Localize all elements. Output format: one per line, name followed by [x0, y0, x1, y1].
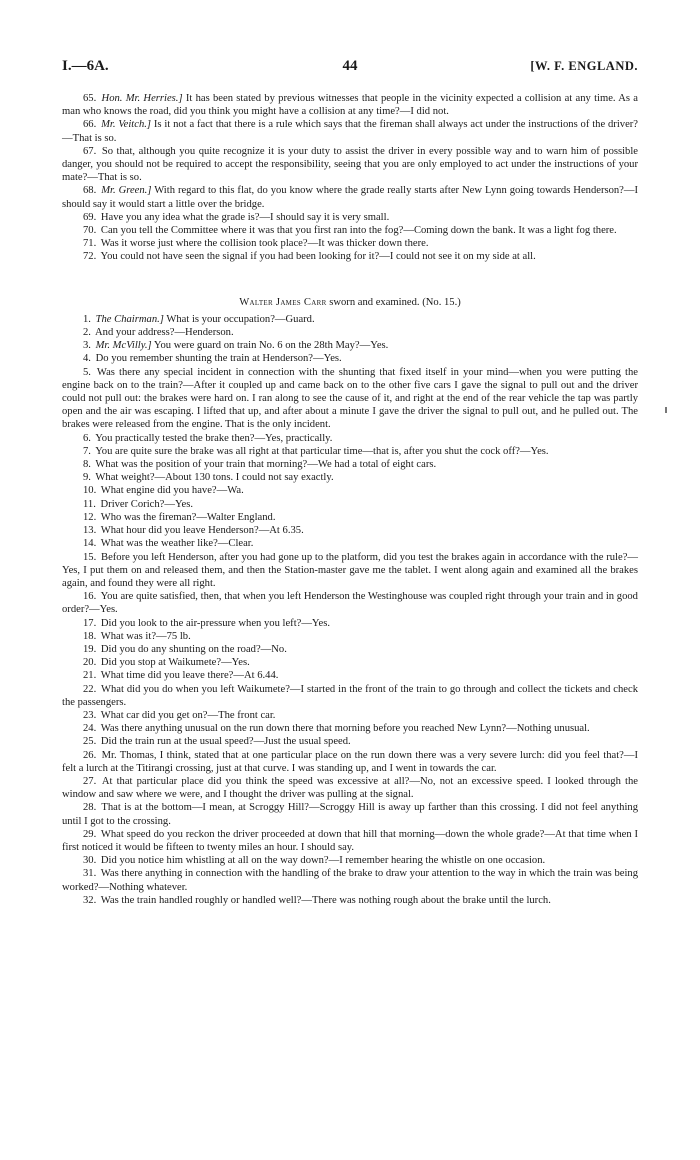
testimony-text: Do you remember shunting the train at Henderson?—Yes. — [95, 353, 342, 365]
testimony-paragraph — [62, 537, 638, 550]
question-number: 26. — [83, 749, 97, 761]
testimony-text: It has been stated by previous witnesses that people in the vicinity expected a collision at any time. As a man who knows the road, did you think you might have a collision at any time?—I did not. — [62, 93, 639, 118]
question-number: 65. — [83, 93, 97, 104]
testimony-paragraph — [62, 735, 638, 748]
testimony-text: What car did you get on?—The front car. — [100, 709, 276, 721]
testimony-paragraph — [62, 145, 638, 185]
witness-heading — [62, 296, 638, 309]
testimony-paragraph — [62, 352, 638, 365]
testimony-text: And your address?—Henderson. — [95, 327, 234, 339]
question-number: 11. — [83, 498, 96, 510]
question-number: 5. — [83, 366, 91, 378]
speaker-name: The Chairman.] — [95, 313, 164, 325]
question-number: 10. — [83, 485, 97, 497]
page-number: 44 — [342, 58, 358, 74]
testimony-text: Did you look to the air-pressure when you left?—Yes. — [100, 617, 330, 629]
testimony-paragraph — [62, 749, 638, 775]
question-number: 8. — [83, 459, 91, 471]
testimony-text: That is at the bottom—I mean, at Scroggy Hill?—Scroggy Hill is away up farther than this crossing. I did not feel anything until I got to the crossing. — [62, 802, 638, 827]
testimony-text: With regard to this flat, do you know where the grade really starts after New Lynn going towards Henderson?—I should say it would start a little over the bridge. — [62, 185, 639, 210]
question-number: 27. — [83, 775, 97, 787]
testimony-section-england — [62, 92, 638, 264]
testimony-text: Before you left Henderson, after you had gone up to the platform, did you test the brakes again in accordance with the rule?—Yes, I put them on and released them, and then the Station-master gave me the tablet. I went along again and examined all the brakes again, and found they were all right. — [62, 551, 638, 589]
document-reference: I.—6A. — [62, 58, 109, 74]
testimony-paragraph — [62, 894, 638, 907]
testimony-text: Who was the fireman?—Walter England. — [100, 511, 276, 523]
question-number: 28. — [83, 802, 97, 814]
testimony-paragraph — [62, 683, 638, 709]
testimony-paragraph — [62, 656, 638, 669]
testimony-paragraph — [62, 211, 638, 224]
speaker-name: Mr. Green.] — [101, 185, 152, 197]
testimony-section-carr — [62, 313, 638, 907]
testimony-paragraph — [62, 854, 638, 867]
testimony-paragraph — [62, 484, 638, 497]
question-number: 15. — [83, 551, 97, 563]
question-number: 9. — [83, 472, 91, 484]
question-number: 31. — [83, 868, 97, 880]
testimony-paragraph — [62, 471, 638, 484]
testimony-text: What hour did you leave Henderson?—At 6.35. — [100, 525, 304, 537]
testimony-text: You could not have seen the signal if you had been looking for it?—I could not see it on my side at all. — [100, 251, 536, 263]
question-number: 68. — [83, 185, 97, 197]
testimony-paragraph — [62, 590, 638, 616]
question-number: 13. — [83, 525, 97, 537]
testimony-text: What was the weather like?—Clear. — [100, 538, 254, 550]
question-number: 12. — [83, 511, 97, 523]
testimony-paragraph — [62, 643, 638, 656]
question-number: 25. — [83, 736, 97, 748]
question-number: 6. — [83, 432, 91, 444]
testimony-paragraph — [62, 250, 638, 263]
testimony-text: Was the train handled roughly or handled well?—There was nothing rough about the brake until the lurch. — [100, 894, 551, 906]
testimony-paragraph — [62, 458, 638, 471]
testimony-text: Did the train run at the usual speed?—Just the usual speed. — [100, 736, 351, 748]
testimony-text: You were guard on train No. 6 on the 28th May?—Yes. — [153, 340, 389, 352]
testimony-text: Did you notice him whistling at all on the way down?—I remember hearing the whistle on one occasion. — [100, 855, 546, 867]
question-number: 22. — [83, 683, 97, 695]
question-number: 67. — [83, 145, 97, 157]
question-number: 7. — [83, 445, 91, 457]
question-number: 72. — [83, 251, 97, 263]
testimony-paragraph — [62, 828, 638, 854]
testimony-text: At that particular place did you think the speed was excessive at all?—No, not an excessive speed. I looked through the window and saw where we were, and I thought the driver was pulling at the signal. — [62, 775, 638, 801]
document-page — [62, 58, 638, 907]
testimony-paragraph — [62, 432, 638, 445]
testimony-paragraph — [62, 617, 638, 630]
testimony-paragraph — [62, 630, 638, 643]
testimony-paragraph — [62, 313, 638, 326]
testimony-text: Was it worse just where the collision took place?—It was thicker down there. — [100, 238, 429, 250]
testimony-paragraph — [62, 326, 638, 339]
testimony-paragraph — [62, 801, 638, 827]
question-number: 17. — [83, 617, 97, 629]
testimony-text: What was the position of your train that morning?—We had a total of eight cars. — [95, 459, 437, 471]
testimony-text: Was there anything unusual on the run down there that morning before you reached New Lynn?—Nothing unusual. — [100, 723, 590, 735]
testimony-text: What was it?—75 lb. — [100, 630, 191, 642]
question-number: 29. — [83, 828, 97, 840]
testimony-text: What is your occupation?—Guard. — [166, 313, 315, 325]
question-number: 70. — [83, 225, 97, 237]
testimony-text: Is it not a fact that there is a rule which says that the fireman shall always act under the instructions of the driver?—That is so. — [62, 119, 638, 144]
testimony-paragraph — [62, 775, 638, 801]
witness-heading-rest: sworn and examined. — [329, 296, 420, 308]
testimony-text: You are quite sure the brake was all right at that particular time—that is, after you shut the cock off?—Yes. — [95, 445, 549, 457]
question-number: 18. — [83, 630, 97, 642]
testimony-paragraph — [62, 498, 638, 511]
question-number: 3. — [83, 340, 91, 352]
testimony-paragraph — [62, 184, 638, 210]
testimony-paragraph — [62, 224, 638, 237]
testimony-text: Was there any special incident in connection with the shunting that fixed itself in your mind—when you were putting the engine back on to the train?—After it coupled up and came back on to the other five cars I gave the signal to pull out and the driver could not pull out: the brakes were hard on. I ran along to see the cause of it, and right at the end of the rear vehicle the tap was partly open and the air was escaping. I lifted that up, and after about a minute I gave the driver the signal to pull out, and he pulled out. The brakes were released from the engine. That is the only incident. — [62, 366, 638, 431]
testimony-text: You are quite satisfied, then, that when you left Henderson the Westinghouse was coupled right through your train and in good order?—Yes. — [62, 591, 638, 616]
testimony-paragraph — [62, 524, 638, 537]
testimony-paragraph — [62, 511, 638, 524]
witness-number: (No. 15.) — [422, 296, 461, 308]
testimony-paragraph — [62, 237, 638, 250]
margin-mark — [665, 407, 667, 413]
question-number: 32. — [83, 894, 97, 906]
testimony-paragraph — [62, 551, 638, 591]
testimony-text: What engine did you have?—Wa. — [100, 485, 244, 497]
testimony-text: Mr. Thomas, I think, stated that at one particular place on the run down there was a very severe lurch: did you feel that?—I felt a lurch at the Titirangi crossing, just at that curve. I was standing up, and I went in towards the car. — [62, 749, 638, 774]
testimony-text: What did you do when you left Waikumete?—I started in the front of the train to go through and collect the tickets and check the passengers. — [62, 683, 638, 708]
testimony-paragraph — [62, 709, 638, 722]
testimony-text: What speed do you reckon the driver proceeded at down that hill that morning—down the whole grade?—At that time when I first noticed it would be fifteen to twenty miles an hour. I should say. — [62, 828, 638, 853]
question-number: 19. — [83, 643, 97, 655]
question-number: 4. — [83, 353, 91, 365]
question-number: 20. — [83, 657, 97, 669]
question-number: 16. — [83, 591, 97, 603]
testimony-text: Was there anything in connection with the handling of the brake to draw your attention to the way in which the train was being worked?—Nothing whatever. — [62, 868, 638, 893]
testimony-paragraph — [62, 339, 638, 352]
testimony-paragraph — [62, 445, 638, 458]
testimony-text: What time did you leave there?—At 6.44. — [100, 670, 279, 682]
testimony-paragraph — [62, 669, 638, 682]
question-number: 66. — [83, 119, 97, 131]
question-number: 69. — [83, 211, 97, 223]
testimony-text: So that, although you quite recognize it is your duty to assist the driver in every possible way and to warn him of possible danger, you should not be required to accept the responsibility, seeing that you are only employed to act under the instructions of your mate?—That is so. — [62, 145, 638, 184]
testimony-paragraph — [62, 118, 638, 144]
testimony-text: Did you do any shunting on the road?—No. — [100, 643, 287, 655]
question-number: 1. — [83, 313, 91, 325]
question-number: 71. — [83, 238, 97, 250]
testimony-text: What weight?—About 130 tons. I could not say exactly. — [95, 472, 334, 484]
question-number: 14. — [83, 538, 97, 550]
testimony-paragraph — [62, 867, 638, 893]
question-number: 23. — [83, 709, 97, 721]
speaker-name: Hon. Mr. Herries.] — [101, 93, 183, 104]
testimony-text: Did you stop at Waikumete?—Yes. — [100, 657, 250, 669]
witness-header: [W. F. ENGLAND. — [530, 59, 638, 73]
question-number: 21. — [83, 670, 97, 682]
question-number: 30. — [83, 855, 97, 867]
testimony-paragraph — [62, 366, 638, 432]
question-number: 24. — [83, 723, 97, 735]
testimony-text: Can you tell the Committee where it was that you first ran into the fog?—Coming down the bank. It was a light fog there. — [100, 225, 617, 237]
page-header — [62, 58, 638, 84]
question-number: 2. — [83, 327, 91, 339]
speaker-name: Mr. McVilly.] — [95, 340, 152, 352]
testimony-text: Have you any idea what the grade is?—I should say it is very small. — [100, 211, 390, 223]
testimony-text: You practically tested the brake then?—Yes, practically. — [95, 432, 333, 444]
witness-name: Walter James Carr — [239, 296, 327, 308]
testimony-text: Driver Corich?—Yes. — [100, 498, 194, 510]
testimony-paragraph — [62, 722, 638, 735]
speaker-name: Mr. Veitch.] — [101, 119, 152, 131]
testimony-paragraph — [62, 92, 638, 118]
